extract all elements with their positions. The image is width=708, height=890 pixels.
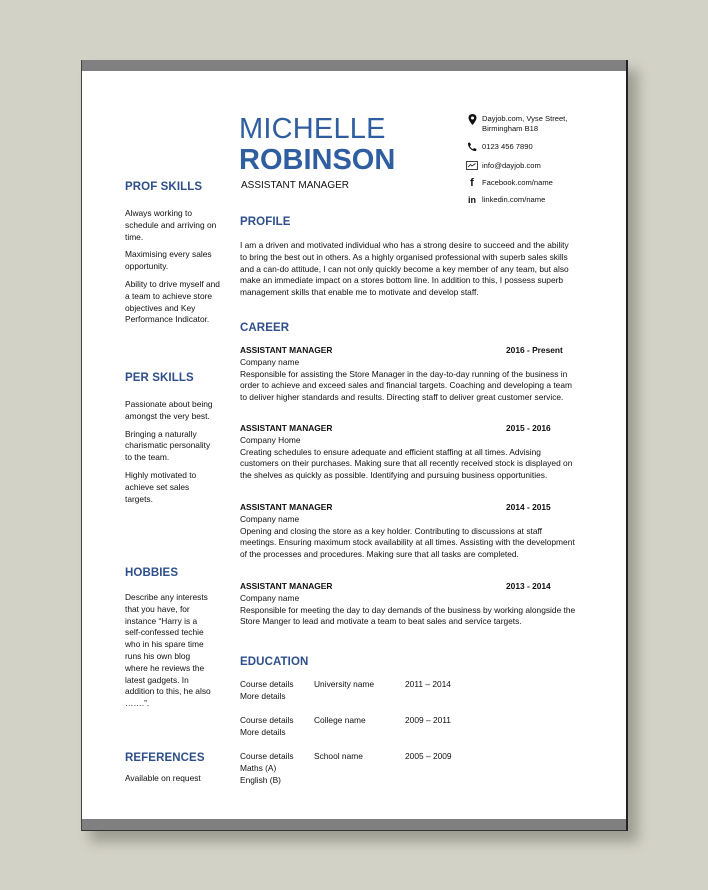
education-heading: EDUCATION [240, 656, 309, 668]
contact-email [462, 161, 541, 171]
prof-skill-item: Maximising every sales opportunity. [125, 249, 212, 272]
job-role: ASSISTANT MANAGER [240, 581, 333, 591]
course-details: Course details [240, 751, 294, 761]
more-details: More details [240, 726, 286, 737]
education-dates: 2009 – 2011 [405, 715, 451, 725]
references-text: Available on request [125, 773, 201, 783]
career-entry [240, 345, 576, 404]
institution-name: School name [314, 751, 363, 761]
job-description: Opening and closing the store as a key holder. Contributing to discussions at staff meetings. Ensuring maximum stock availability at all times. Assisting with the development of the processes and procedures. Making sure that all tasks are completed. [240, 525, 575, 560]
more-details: More details [240, 690, 286, 701]
job-role: ASSISTANT MANAGER [240, 502, 333, 512]
job-company: Company Home [240, 434, 301, 445]
hobbies-text: Describe any interests that you have, for instance “Harry is a self-confessed techie who in his spare time runs his own blog where he reviews the latest gadgets. In addition to this, he also …….”. [125, 592, 211, 709]
address-line-2: Birmingham B18 [482, 124, 539, 133]
bottom-band [82, 819, 626, 830]
job-title: ASSISTANT MANAGER [241, 180, 349, 191]
prof-skills-list [125, 208, 225, 332]
linkedin-icon: in [468, 195, 476, 205]
education-dates: 2005 – 2009 [405, 751, 452, 761]
job-role: ASSISTANT MANAGER [240, 345, 333, 355]
job-role: ASSISTANT MANAGER [240, 423, 333, 433]
job-company: Company name [240, 592, 300, 603]
career-entry [240, 581, 576, 628]
facebook-icon: f [470, 177, 474, 189]
job-dates: 2014 - 2015 [506, 502, 551, 512]
last-name: ROBINSON [239, 144, 396, 176]
prof-skill-item: Ability to drive myself and a team to achieve store objectives and Key Performance Indicator. [125, 278, 220, 325]
job-description: Responsible for assisting the Store Manager in the day-to-day running of the business in order to achieve and exceed sales and financial targets. Coaching and developing a team to deliver higher standards and results. Directing staff to deliver great customer service. [240, 368, 572, 403]
location-pin-icon [462, 114, 482, 134]
course-details: Course details [240, 679, 294, 689]
grade-detail: English (B) [240, 774, 281, 785]
prof-skill-item: Always working to schedule and arriving on time. [125, 208, 217, 242]
career-entry [240, 502, 576, 561]
per-skills-heading: PER SKILLS [125, 372, 194, 384]
profile-heading: PROFILE [240, 216, 291, 228]
career-heading: CAREER [240, 322, 290, 334]
job-description: Creating schedules to ensure adequate and efficient staffing at all times. Advising customers on their purchases. Making sure that all recently received stock is displayed on the shelves as quickly as possible. Identifying and pursuing business opportunities. [240, 446, 573, 481]
job-dates: 2015 - 2016 [506, 423, 551, 433]
career-entry [240, 423, 576, 482]
email-address[interactable]: info@dayjob.com [482, 161, 541, 170]
institution-name: College name [314, 715, 366, 725]
first-name: MICHELLE [239, 113, 386, 145]
job-company: Company name [240, 356, 300, 367]
top-band [82, 60, 626, 71]
contact-phone [462, 142, 533, 152]
phone-number: 0123 456 7890 [482, 142, 533, 151]
grade-detail: Maths (A) [240, 762, 277, 773]
contact-facebook [462, 178, 553, 188]
prof-skills-heading: PROF SKILLS [125, 181, 203, 193]
phone-icon [462, 142, 482, 152]
per-skill-item: Bringing a naturally charismatic personality to the team. [125, 428, 211, 463]
course-details: Course details [240, 715, 294, 725]
references-heading: REFERENCES [125, 752, 205, 764]
contact-linkedin [462, 195, 545, 205]
education-dates: 2011 – 2014 [405, 679, 451, 689]
per-skill-item: Highly motivated to achieve set sales targets. [125, 469, 197, 504]
contact-address [462, 114, 567, 134]
job-dates: 2013 - 2014 [506, 581, 551, 591]
job-description: Responsible for meeting the day to day demands of the business by working alongside the Store Manger to lead and motivate a team to beat sales and service targets. [240, 604, 576, 627]
per-skills-list [125, 399, 213, 511]
job-dates: 2016 - Present [506, 345, 563, 355]
hobbies-heading: HOBBIES [125, 567, 179, 579]
institution-name: University name [314, 679, 375, 689]
job-company: Company name [240, 513, 300, 524]
per-skill-item: Passionate about being amongst the very best. [125, 399, 213, 421]
linkedin-url[interactable]: linkedin.com/name [482, 195, 546, 204]
address-line-1: Dayjob.com, Vyse Street, [482, 114, 568, 123]
facebook-url[interactable]: Facebook.com/name [482, 178, 553, 187]
email-icon [462, 161, 482, 171]
profile-text: I am a driven and motivated individual who has a strong desire to succeed and the ability to bring the best out in others. As a highly organised professional with superb sales skills and a can-do attitude, I can not only quickly become a key member of any team, but also make an immediate impact on a stores bottom line. In addition to this, I possess superb management skills that enable me to motivate and develop staff. [240, 240, 569, 298]
